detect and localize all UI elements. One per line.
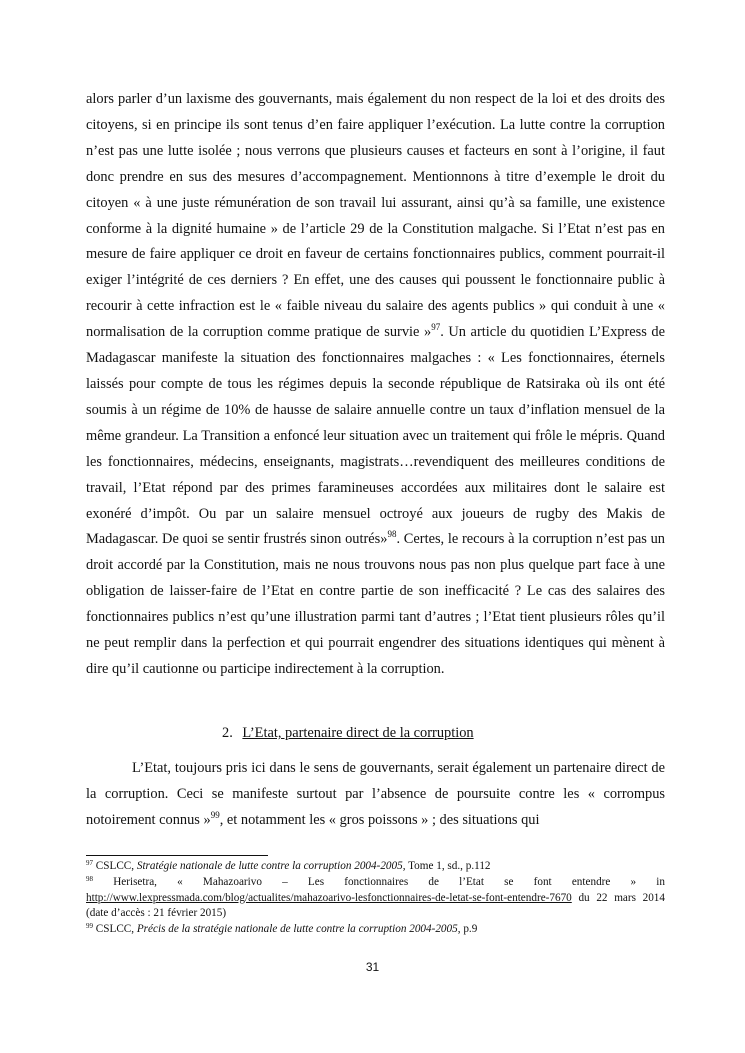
page-number: 31 [365,960,380,974]
footnote-98: $^{98}$ Herisetra, « Mahazoarivo – Les fonctionnaires de l’Etat se font entendre » in http://www.lexpressmada.com/blog/actualites/mahazoarivo-lesfonctionnaires-de-letat-se-font-entendre-7670 du 22 mars 2014 (date d’accès : 21 février 2015) [86,874,665,920]
footnote-97: $^{97}$ CSLCC, Stratégie nationale de lutte contre la corruption 2004-2005, Tome 1, sd., p.112 [86,859,491,872]
section-number: 2. [222,725,233,741]
body-paragraph-1: alors parler d’un laxisme des gouvernants, mais également du non respect de la loi et des droits des citoyens, si en principe ils sont tenus d’en faire appliquer l’exécution. La lutte contre la corruption n’est pas une lutte isolée ; nous verrons que plusieurs causes et facteurs en sont à l’origine, il faut donc prendre en sus des mesures d’accompagnement. Mentionnons à titre d’exemple le droit du citoyen « à une juste rémunération de son travail lui assurant, ainsi qu’à sa famille, une existence conforme à la dignité humaine » de l’article 29 de la Constitution malgache. Si l’Etat n’est pas en mesure de faire appliquer ce droit en faveur de certains fonctionnaires publics, comment pourrait-il exiger l’intégrité de ces derniers ? En effet, une des causes qui poussent le fonctionnaire public à recourir à cette infraction est le « faible niveau du salaire des agents publics » qui conduit à une « normalisation de la corruption comme pratique de survie »$^{97}$. Un article du quotidien L’Express de Madagascar manifeste la situation des fonctionnaires malgaches : « Les fonctionnaires, éternels laissés pour compte de tous les régimes depuis la seconde république de Ratsiraka où ils ont été soumis à un régime de 10% de hausse de salaire annuelle contre un taux d’inflation mensuel de la même grandeur. La Transition a enfoncé leur situation avec un traitement qui frôle le mépris. Quand les fonctionnaires, médecins, enseignants, magistrats…revendiquent des meilleures conditions de travail, l’Etat répond par des primes faramineuses accordées aux militaires dont le salaire est exonéré d’impôt. Ou par un salaire mensuel octroyé aux joueurs de rugby des Makis de Madagascar. De quoi se sentir frustrés sinon outrés»$^{98}$. Certes, le recours à la corruption n’est pas un droit accordé par la Constitution, mais ne nous trouvons nous pas non plus quelque part face à une obligation de laisser-faire de l’Etat en contre partie de son inefficacité ? Le cas des salaires des fonctionnaires publics n’est qu’une illustration parmi tant d’autres ; l’Etat tient plusieurs rôles qu’il ne peut remplir dans la perfection et qui pourrait engendrer des situations identiques qui mènent à dire qu’il cautionne ou participe indirectement à la corruption. [86,91,666,677]
body-paragraph-2: L’Etat, toujours pris ici dans le sens de gouvernants, serait également un partenaire direct de la corruption. Ceci se manifeste surtout par l’absence de poursuite contre les « corrompus notoirement connus »$^{99}$, et notamment les « gros poissons » ; des situations qui [86,760,665,828]
footnote-ref-97[interactable]: 97 [431,322,441,333]
footnote-ref-99[interactable]: 99 [210,809,220,820]
footnote-link[interactable]: http://www.lexpressmada.com/blog/actualites/mahazoarivo-lesfonctionnaires-de-letat-se-font-entendre-7670 [86,891,572,904]
footnote-ref-98[interactable]: 98 [387,529,397,540]
footnote-separator [86,855,268,856]
footnotes [86,859,665,938]
footnote-99: $^{99}$ CSLCC, Précis de la stratégie nationale de lutte contre la corruption 2004-2005, p.9 [86,922,478,936]
section-title: L’Etat, partenaire direct de la corruption [242,725,474,741]
section-heading [222,721,474,745]
